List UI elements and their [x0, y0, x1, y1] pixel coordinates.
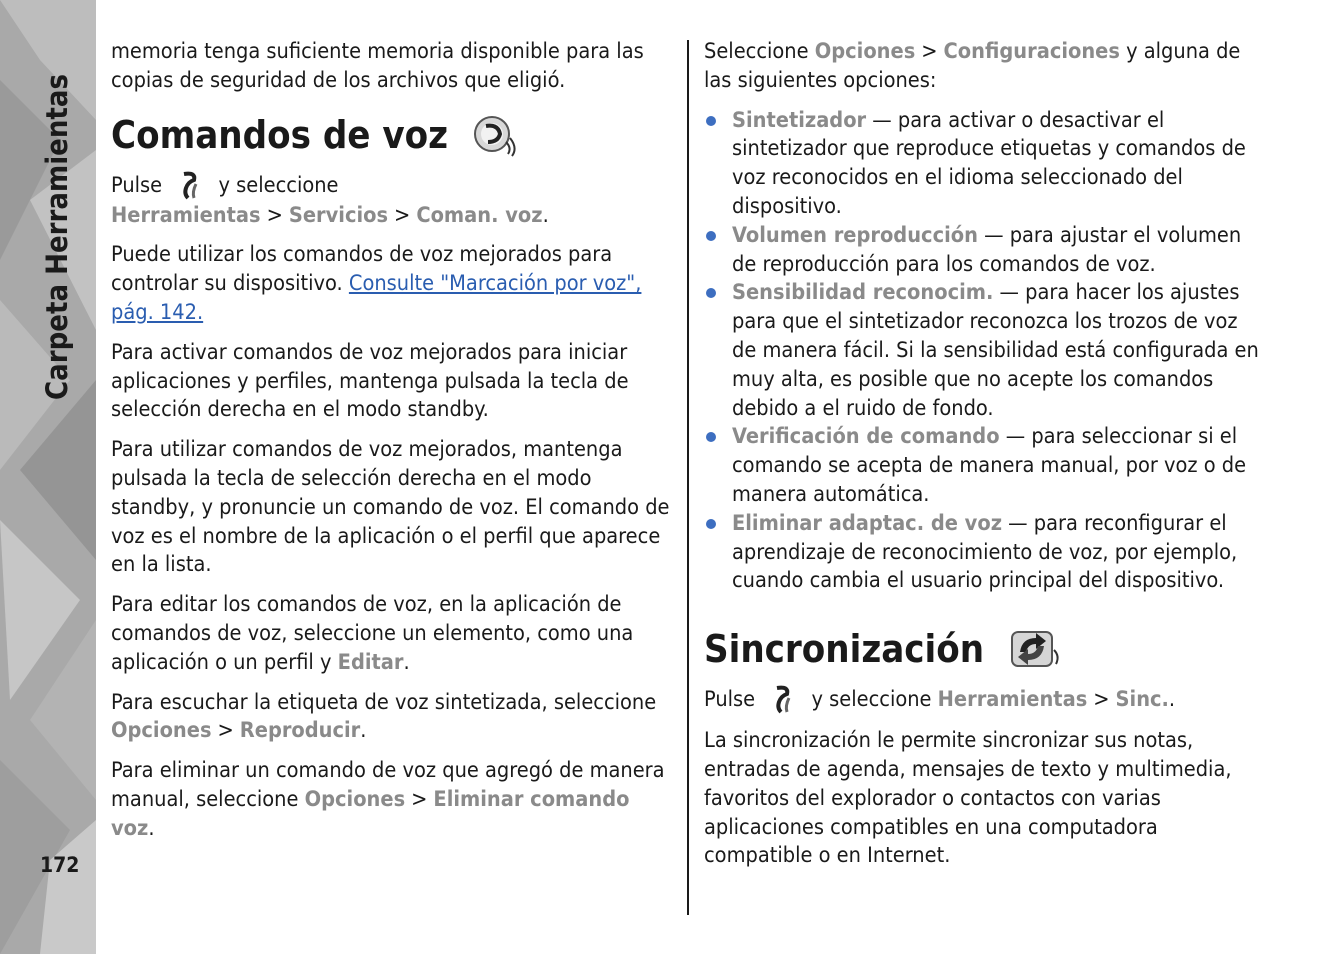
menu-item-coman-voz[interactable]: Coman. voz — [416, 202, 543, 228]
sync-icon — [1006, 626, 1054, 672]
menu-item-herramientas[interactable]: Herramientas — [937, 687, 1088, 713]
bullet-icon — [706, 231, 716, 241]
paragraph-sync-description: La sincronización le permite sincronizar sus notas, entradas de agenda, mensajes de texto y multimedia, favoritos del explorador o contactos con varias aplicaciones compatibles en una computadora compatible o en Internet. — [704, 728, 1232, 869]
menu-item-sinc[interactable]: Sinc. — [1115, 687, 1169, 713]
bullet-icon — [706, 519, 716, 529]
option-editar[interactable]: Editar — [337, 649, 404, 675]
bullet-icon — [706, 288, 716, 298]
list-item: Eliminar adaptac. de voz — para reconfigurar el aprendizaje de reconocimiento de voz, por ejemplo, cuando cambia el usuario principal del dispositivo. — [704, 510, 1266, 596]
list-item: Sintetizador — para activar o desactivar el sintetizador que reproduce etiquetas y comandos de voz reconocidos en el idioma seleccionado del dispositivo. — [704, 107, 1266, 222]
paragraph-listen: Para escuchar la etiqueta de voz sintetizada, seleccione Opciones > Reproducir. — [111, 689, 657, 744]
voice-commands-icon — [470, 112, 518, 158]
option-opciones[interactable]: Opciones — [814, 39, 916, 64]
right-column — [704, 38, 1266, 882]
list-item: Sensibilidad reconocim. — para hacer los ajustes para que el sintetizador reconozca los trozos de voz de manera fácil. Si la sensibilidad está configurada en muy alta, es posible que no acepte los comandos debido a el ruido de fondo. — [704, 279, 1266, 423]
left-column — [111, 38, 673, 855]
option-opciones[interactable]: Opciones — [111, 718, 212, 744]
sidebar — [0, 0, 96, 954]
nav-path-voice: Pulse y seleccione Herramientas > Servicios > Coman. voz. — [111, 170, 673, 231]
settings-options-list — [704, 107, 1266, 597]
paragraph-delete: Para eliminar un comando de voz que agregó de manera manual, seleccione Opciones > Eliminar comando voz. — [111, 758, 665, 841]
bullet-icon — [706, 432, 716, 442]
section-heading-voice-commands: Comandos de voz — [111, 112, 673, 158]
option-configuraciones[interactable]: Configuraciones — [943, 39, 1120, 64]
intro-paragraph: memoria tenga suficiente memoria disponible para las copias de seguridad de los archivos que eligió. — [111, 39, 644, 93]
page-number: 172 — [40, 853, 80, 877]
column-divider — [687, 40, 689, 915]
bullet-icon — [706, 116, 716, 126]
option-eliminar-adaptac-de-voz[interactable]: Eliminar adaptac. de voz — [732, 510, 1002, 536]
nav-path-sync: Pulse y seleccione Herramientas > Sinc.. — [704, 684, 1266, 716]
option-sintetizador[interactable]: Sintetizador — [732, 107, 867, 133]
option-eliminar-comando-voz[interactable]: Eliminar comando voz — [111, 786, 630, 841]
sidebar-section-title: Carpeta Herramientas — [40, 73, 74, 400]
option-volumen-reproduccion[interactable]: Volumen reproducción — [732, 222, 978, 248]
cross-reference-link[interactable]: Consulte "Marcación por voz", pág. 142. — [111, 271, 642, 325]
settings-intro: Seleccione Opciones > Configuraciones y alguna de las siguientes opciones: — [704, 39, 1241, 93]
option-reproducir[interactable]: Reproducir — [239, 718, 361, 744]
menu-key-icon — [174, 170, 206, 202]
paragraph-activate: Para activar comandos de voz mejorados para iniciar aplicaciones y perfiles, mantenga pulsada la tecla de selección derecha en el modo standby. — [111, 339, 629, 423]
paragraph-use: Para utilizar comandos de voz mejorados, mantenga pulsada la tecla de selección derecha en el modo standby, y pronuncie un comando de voz. El comando de voz es el nombre de la aplicación o el perfil que aparece en la lista. — [111, 437, 670, 578]
option-opciones[interactable]: Opciones — [304, 786, 406, 812]
menu-item-servicios[interactable]: Servicios — [288, 202, 389, 228]
option-sensibilidad-reconocim[interactable]: Sensibilidad reconocim. — [732, 280, 994, 306]
paragraph-edit: Para editar los comandos de voz, en la aplicación de comandos de voz, seleccione un elemento, como una aplicación o un perfil y Editar. — [111, 592, 634, 675]
menu-key-icon — [767, 684, 799, 716]
section-heading-sync: Sincronización — [704, 626, 1266, 672]
option-verificacion-de-comando[interactable]: Verificación de comando — [732, 424, 1000, 450]
menu-item-herramientas[interactable]: Herramientas — [111, 202, 261, 228]
paragraph-improved-commands: Puede utilizar los comandos de voz mejorados para controlar su dispositivo. Consulte "Marcación por voz", pág. 142. — [111, 242, 642, 325]
list-item: Volumen reproducción — para ajustar el volumen de reproducción para los comandos de voz. — [704, 222, 1266, 280]
list-item: Verificación de comando — para seleccionar si el comando se acepta de manera manual, por voz o de manera automática. — [704, 423, 1266, 509]
